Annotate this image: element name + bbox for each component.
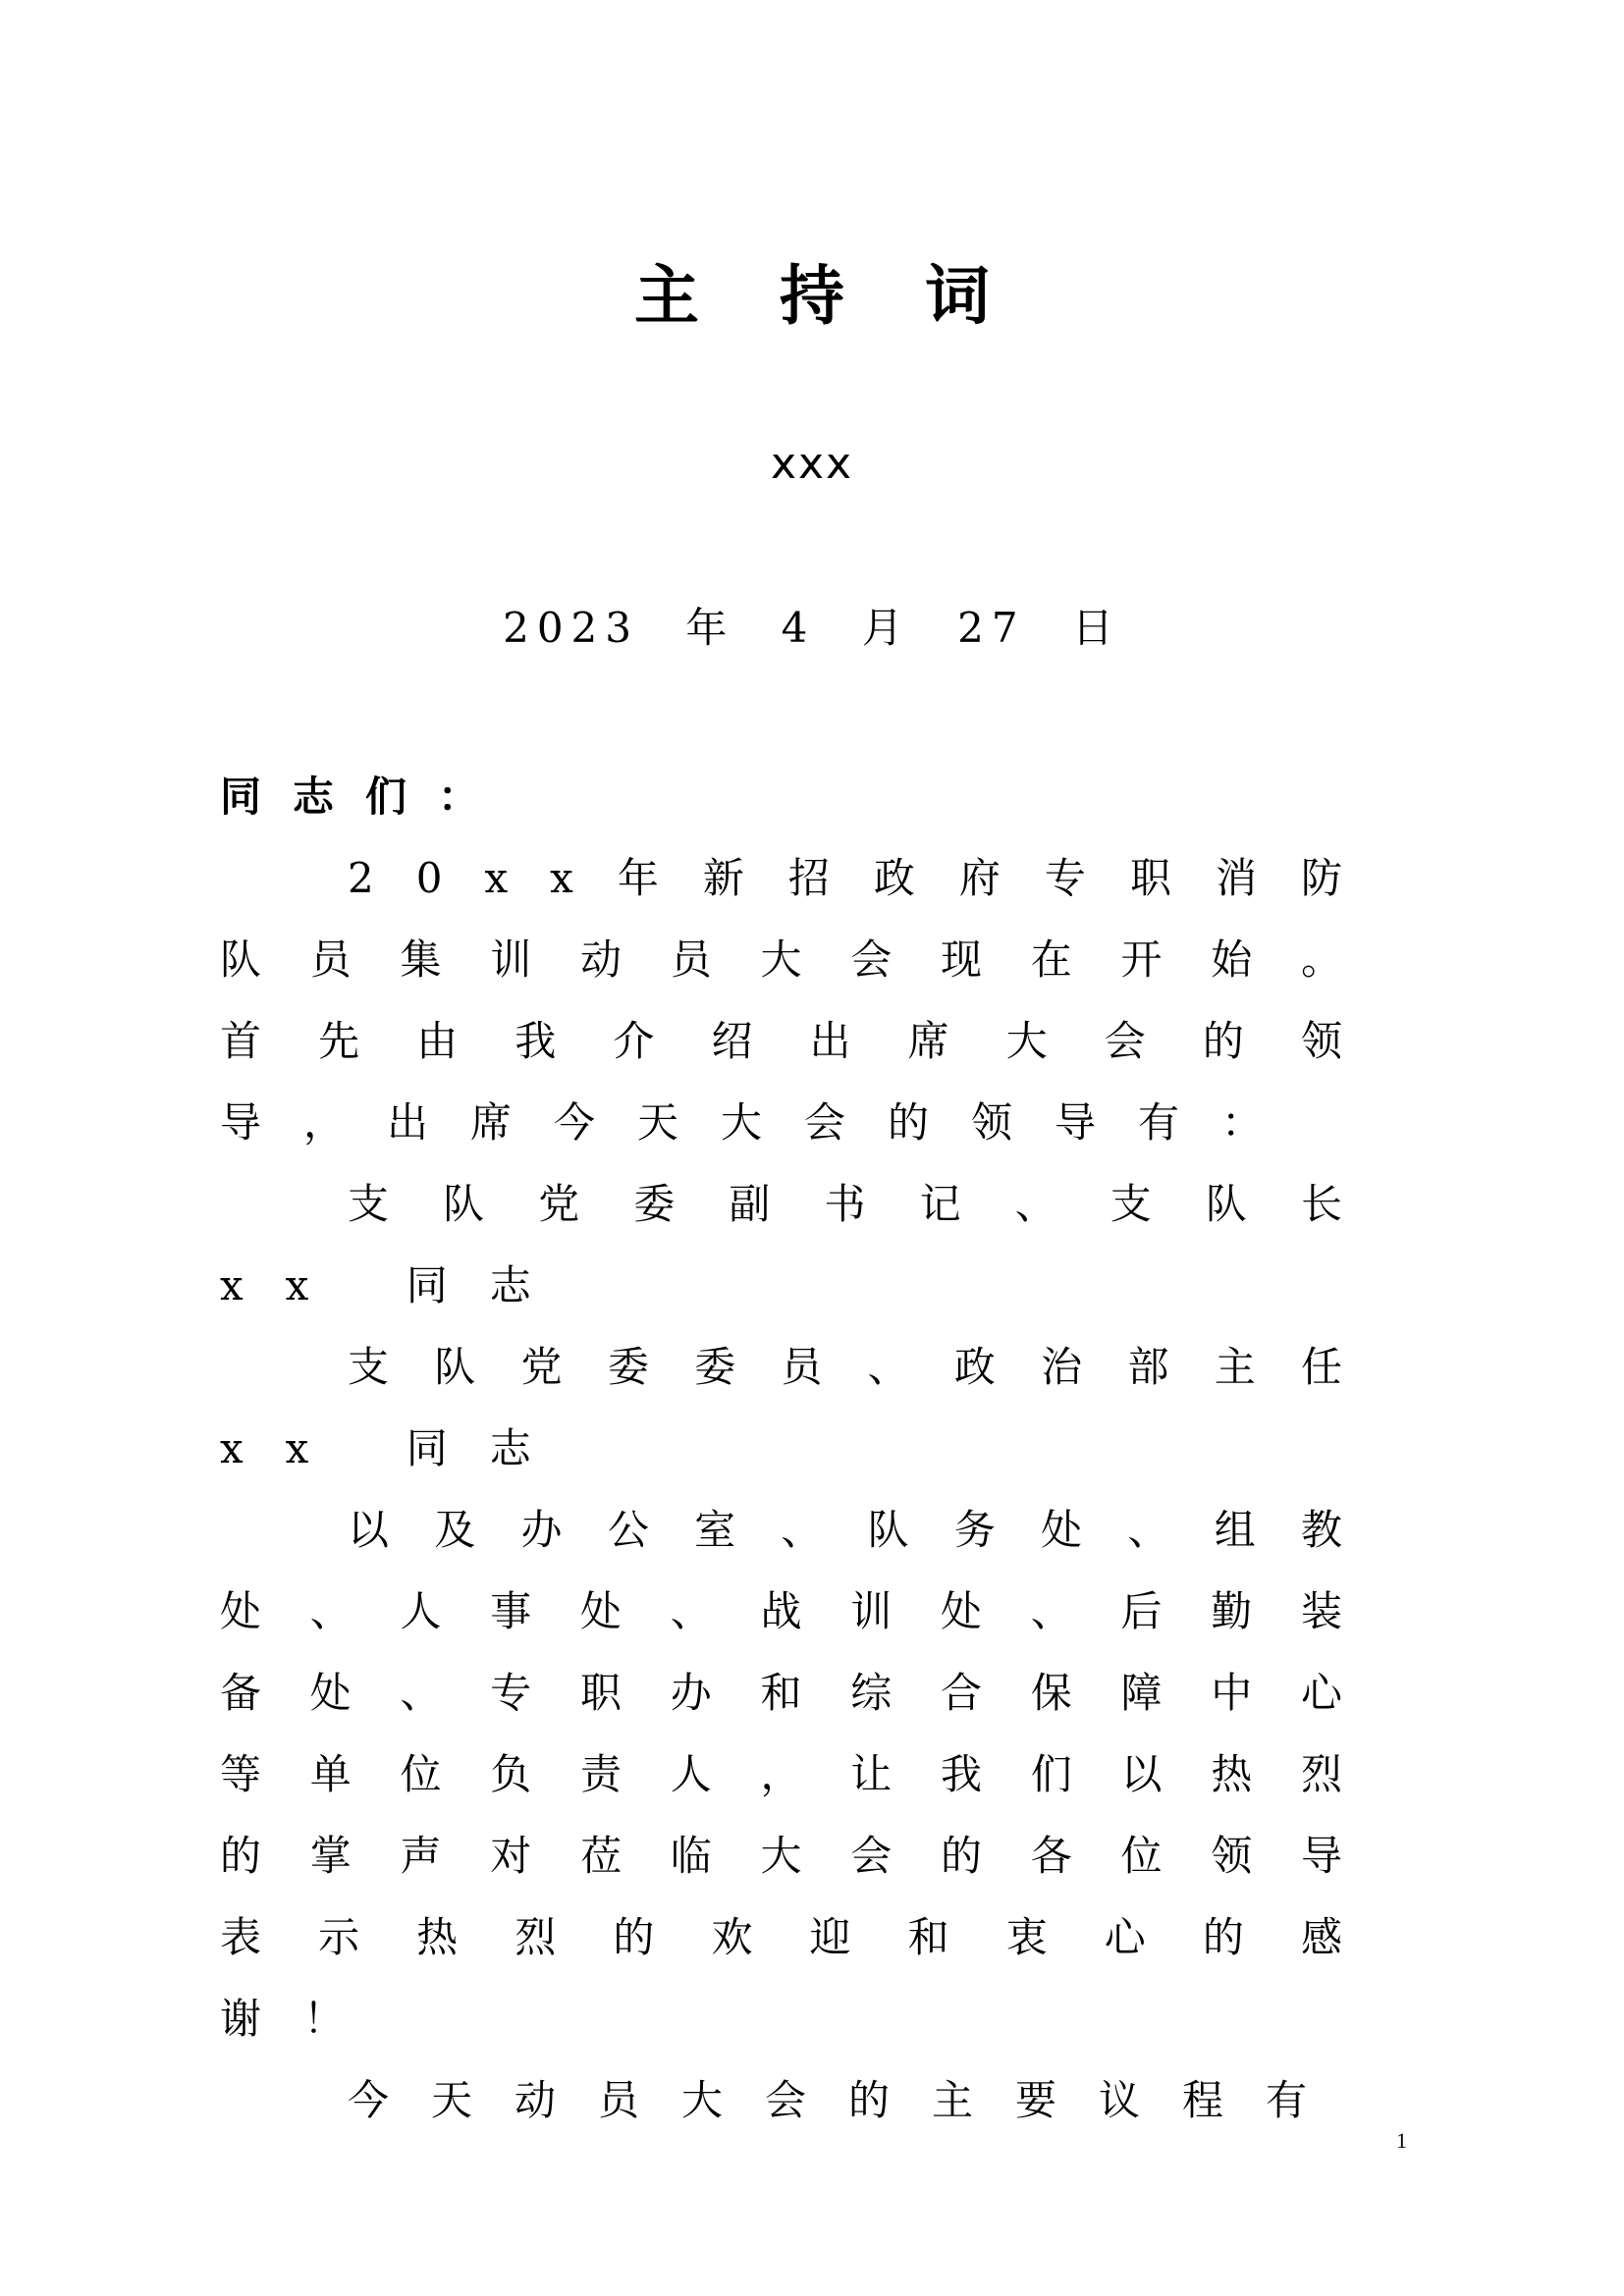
document-title: 主持词 xyxy=(634,258,1070,334)
paragraph-welcome: 以及办公室、队务处、组教处、人事处、战训处、后勤装备处、专职办和综合保障中心等单位负责人，让我们以热烈的掌声对莅临大会的各位领导表示热烈的欢迎和衷心的感谢！ xyxy=(220,1506,1384,2043)
paragraph-agenda: 今天动员大会的主要议程有 xyxy=(348,2076,1350,2124)
paragraph-opening: 20xx年新招政府专职消防队员集训动员大会现在开始。首先由我介绍出席大会的领导，出席今天大会的领导有： xyxy=(220,854,1384,1147)
document-body xyxy=(220,756,1384,2141)
paragraph-leader-1: 支队党委副书记、支队长 xx 同志 xyxy=(220,1180,1384,1309)
greeting: 同志们： xyxy=(220,773,512,821)
page-number: 1 xyxy=(1396,2128,1407,2153)
paragraph-leader-2: 支队党委委员、政治部主任 xx 同志 xyxy=(220,1343,1384,1472)
document-date: 2023 年 4 月 27 日 xyxy=(503,604,1121,652)
document-author: xxx xyxy=(770,439,854,489)
